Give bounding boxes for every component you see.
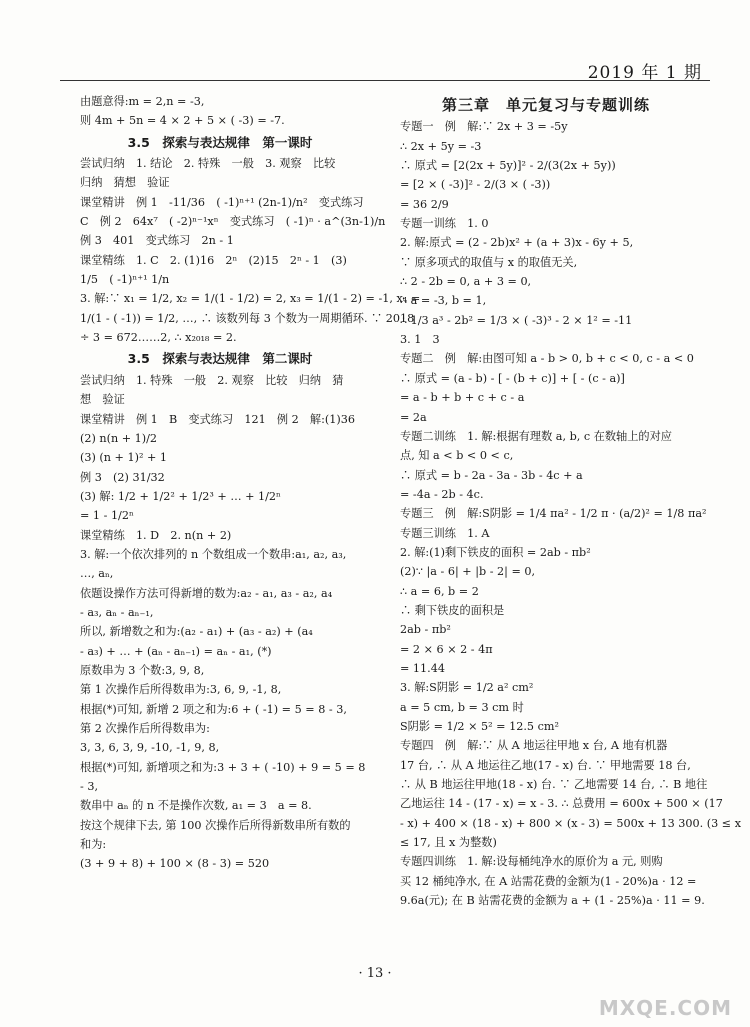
text-line: ∴ 原式 = (a - b) - [ - (b + c)] + [ - (c - a)]	[400, 371, 625, 385]
text-line: 专题三 例 解:S阴影 = 1/4 πa² - 1/2 π · (a/2)² = 1/8 πa²	[400, 507, 707, 521]
text-line: 按这个规律下去, 第 100 次操作后所得新数串所有数的	[80, 818, 351, 832]
text-line: = a - b + b + c + c - a	[400, 391, 525, 405]
text-line: C 例 2 64x⁷ ( -2)ⁿ⁻¹xⁿ 变式练习 ( -1)ⁿ · a^(3n-1)/n	[80, 215, 386, 229]
text-line: = 1 - 1/2ⁿ	[80, 509, 134, 523]
text-line: = 36 2/9	[400, 197, 449, 211]
text-line: ∴ 原式 = b - 2a - 3a - 3b - 4c + a	[400, 468, 583, 482]
text-line: 点, 知 a < b < 0 < c,	[400, 449, 514, 463]
text-line: 则 4m + 5n = 4 × 2 + 5 × ( -3) = -7.	[80, 114, 285, 128]
watermark-logo: MXQE.COM	[598, 996, 732, 1020]
text-line: 买 12 桶纯净水, 在 A 站需花费的金额为(1 - 20%)a · 12 =	[400, 874, 697, 888]
text-line: - a₃) + … + (aₙ - aₙ₋₁) = aₙ - a₁, (*)	[80, 644, 272, 658]
text-line: 专题四 例 解:∵ 从 A 地运往甲地 x 台, A 地有机器	[400, 739, 668, 753]
text-line: 1/(1 - ( -1)) = 1/2, …, ∴ 该数列每 3 个数为一周期循环. ∵ 2018	[80, 311, 415, 325]
text-line: ∴ 原式 = [2(2x + 5y)]² - 2/(3(2x + 5y))	[400, 159, 616, 173]
section-title: 3.5 探索与表达规律 第一课时	[127, 134, 313, 150]
text-line: 尝试归纳 1. 结论 2. 特殊 一般 3. 观察 比较	[80, 157, 336, 171]
text-line: = -4a - 2b - 4c.	[400, 487, 484, 501]
section-title: 3.5 探索与表达规律 第二课时	[127, 351, 313, 367]
text-line: 专题三训练 1. A	[400, 526, 490, 540]
chapter-title: 第三章 单元复习与专题训练	[441, 96, 650, 114]
text-line: 根据(*)可知, 新增项之和为:3 + 3 + ( -10) + 9 = 5 = 8	[80, 760, 366, 774]
text-line: 3, 3, 6, 3, 9, -10, -1, 9, 8,	[80, 741, 220, 755]
text-line: 专题一 例 解:∵ 2x + 3 = -5y	[400, 120, 568, 134]
right-column	[400, 92, 742, 910]
text-line: (2)∵ |a - 6| + |b - 2| = 0,	[400, 565, 536, 579]
text-line: 专题二 例 解:由图可知 a - b > 0, b + c < 0, c - a < 0	[400, 352, 694, 366]
text-line: …, aₙ,	[80, 567, 114, 581]
text-line: ÷ 3 = 672……2, ∴ x₂₀₁₈ = 2.	[80, 331, 237, 345]
text-line: - 3,	[80, 780, 99, 794]
text-line: - x) + 400 × (18 - x) + 800 × (x - 3) = 500x + 13 300. (3 ≤ x	[400, 816, 742, 830]
text-line: = 11.44	[400, 661, 445, 675]
text-line: 2ab - πb²	[400, 623, 451, 637]
text-line: ∵ 原多项式的取值与 x 的取值无关,	[400, 255, 578, 269]
text-line: 乙地运往 14 - (17 - x) = x - 3. ∴ 总费用 = 600x + 500 × (17	[400, 797, 723, 811]
text-line: (3) 解: 1/2 + 1/2² + 1/2³ + … + 1/2ⁿ	[80, 489, 281, 503]
text-line: a = 5 cm, b = 3 cm 时	[400, 700, 524, 714]
text-line: 课堂精讲 例 1 B 变式练习 121 例 2 解:(1)36	[80, 412, 355, 426]
text-line: ≤ 17, 且 x 为整数)	[400, 836, 497, 850]
text-line: 1/5 ( -1)ⁿ⁺¹ 1/n	[80, 273, 170, 287]
text-line: (2) n(n + 1)/2	[80, 431, 158, 445]
page-header	[60, 46, 710, 83]
text-line: 课堂精练 1. D 2. n(n + 2)	[80, 528, 232, 542]
text-line: (3 + 9 + 8) + 100 × (8 - 3) = 520	[80, 857, 270, 871]
text-line: 17 台, ∴ 从 A 地运往乙地(17 - x) 台. ∵ 甲地需要 18 台,	[400, 758, 691, 772]
text-line: 原数串为 3 个数:3, 9, 8,	[80, 663, 205, 677]
text-line: 想 验证	[80, 393, 125, 407]
text-line: 课堂精练 1. C 2. (1)16 2ⁿ (2)15 2ⁿ - 1 (3)	[80, 253, 347, 267]
text-line: 例 3 (2) 31/32	[80, 470, 165, 484]
text-line: 数串中 aₙ 的 n 不是操作次数, a₁ = 3 a = 8.	[80, 799, 312, 813]
text-line: ∴ 从 B 地运往甲地(18 - x) 台. ∵ 乙地需要 14 台, ∴ B 地往	[400, 778, 708, 792]
text-line: 课堂精讲 例 1 -11/36 ( -1)ⁿ⁺¹ (2n-1)/n² 变式练习	[80, 195, 364, 209]
text-line: 专题一训练 1. 0	[400, 217, 489, 231]
text-line: 3. 解:一个依次排列的 n 个数组成一个数串:a₁, a₂, a₃,	[80, 547, 347, 561]
text-line: 第 2 次操作后所得数串为:	[80, 722, 210, 735]
text-line: 所以, 新增数之和为:(a₂ - a₁) + (a₃ - a₂) + (a₄	[80, 625, 313, 639]
issue-label: 2019 年 1 期	[587, 63, 702, 83]
text-line: ∴ 2 - 2b = 0, a + 3 = 0,	[400, 275, 532, 289]
text-line: S阴影 = 1/2 × 5² = 12.5 cm²	[400, 720, 559, 733]
text-line: 3. 解:∵ x₁ = 1/2, x₂ = 1/(1 - 1/2) = 2, x₃ = 1/(1 - 2) = -1, x₄ =	[80, 292, 421, 306]
text-line: ∴ a = -3, b = 1,	[400, 294, 487, 308]
text-line: 由题意得:m = 2,n = -3,	[80, 95, 205, 108]
text-line: = 2 × 6 × 2 - 4π	[400, 642, 493, 656]
text-line: 尝试归纳 1. 特殊 一般 2. 观察 比较 归纳 猜	[80, 373, 344, 387]
text-line: 2. 解:原式 = (2 - 2b)x² + (a + 3)x - 6y + 5,	[400, 236, 634, 250]
text-line: = 2a	[400, 410, 427, 424]
text-line: = [2 × ( -3)]² - 2/(3 × ( -3))	[400, 178, 551, 192]
text-line: ∴ 2x + 5y = -3	[400, 139, 482, 153]
text-line: 第 1 次操作后所得数串为:3, 6, 9, -1, 8,	[80, 683, 282, 697]
text-line: 2. 解:(1)剩下铁皮的面积 = 2ab - πb²	[400, 545, 591, 559]
header-rule	[60, 80, 710, 81]
text-line: 3. 解:S阴影 = 1/2 a² cm²	[400, 681, 534, 695]
text-line: (3) (n + 1)² + 1	[80, 451, 168, 465]
text-line: 例 3 401 变式练习 2n - 1	[80, 234, 234, 248]
text-line: 和为:	[80, 838, 107, 852]
text-line: 专题二训练 1. 解:根据有理数 a, b, c 在数轴上的对应	[400, 429, 672, 443]
text-line: 专题四训练 1. 解:设每桶纯净水的原价为 a 元, 则购	[400, 855, 663, 869]
text-line: - a₃, aₙ - aₙ₋₁,	[80, 605, 154, 619]
left-column	[80, 92, 421, 874]
text-line: 3. 1 3	[400, 333, 440, 347]
text-line: 9.6a(元); 在 B 站需花费的金额为 a + (1 - 25%)a · 11 = 9.	[400, 894, 705, 908]
text-line: ∴ 剩下铁皮的面积是	[400, 603, 505, 617]
text-line: 根据(*)可知, 新增 2 项之和为:6 + ( -1) = 5 = 8 - 3,	[80, 702, 347, 716]
text-line: 归纳 猜想 验证	[80, 176, 170, 190]
text-line: 依题设操作方法可得新增的数为:a₂ - a₁, a₃ - a₂, a₄	[80, 586, 333, 600]
text-line: ∴ 1/3 a³ - 2b² = 1/3 × ( -3)³ - 2 × 1² = -11	[400, 313, 633, 327]
text-line: ∴ a = 6, b = 2	[400, 584, 479, 598]
page-number: · 13 ·	[358, 966, 392, 981]
